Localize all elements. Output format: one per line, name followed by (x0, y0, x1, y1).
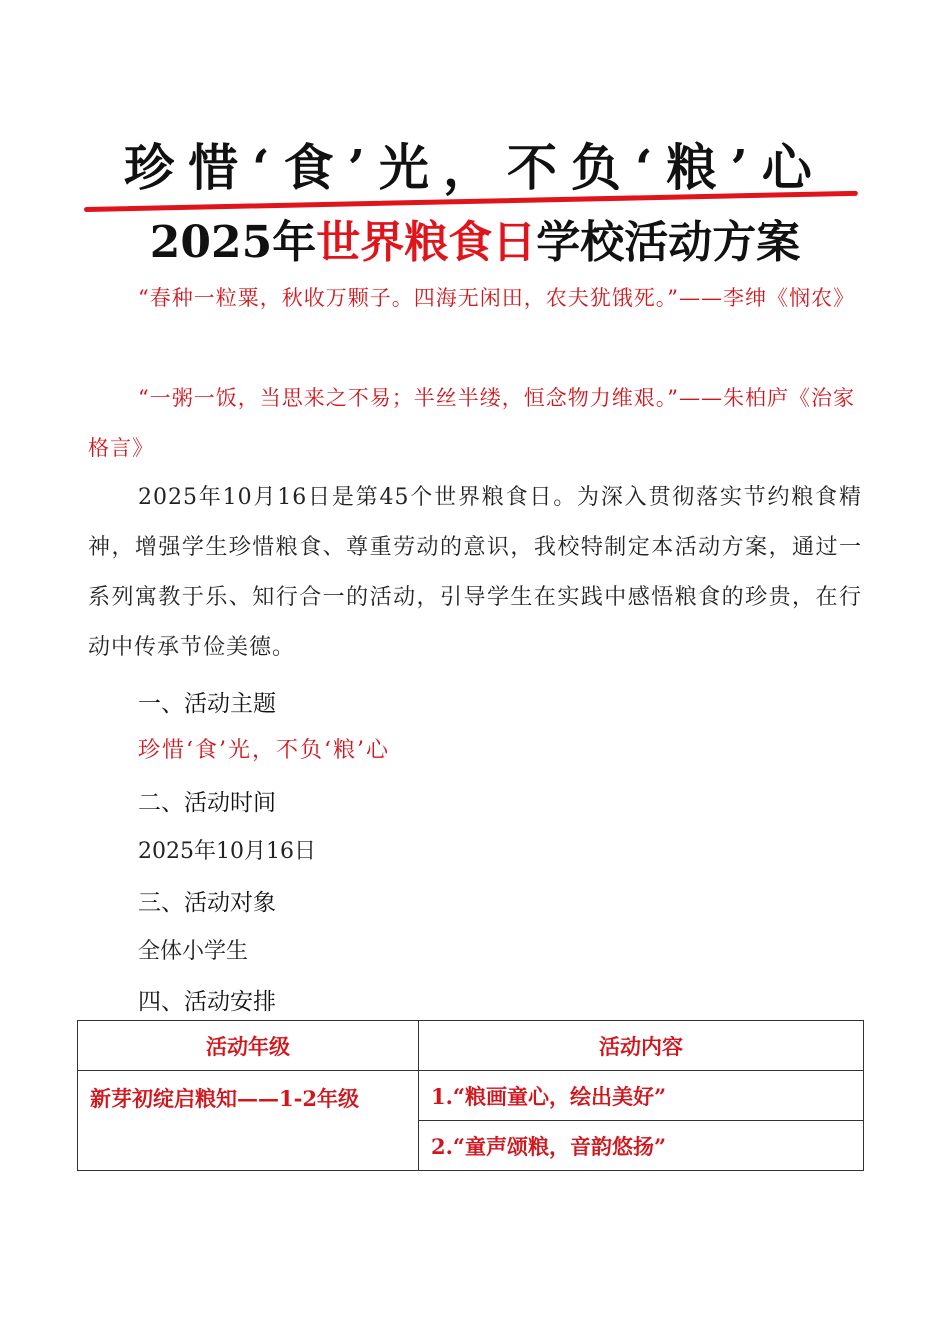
table-header-row (78, 1021, 864, 1071)
table-cell-item: 1.“粮画童心，绘出美好” (419, 1071, 864, 1121)
section-time-value: 2025年10月16日 (138, 839, 316, 864)
table-cell-item: 2.“童声颂粮，音韵悠扬” (419, 1121, 864, 1171)
title-year: 2025年 (149, 217, 317, 268)
quote-2: “一粥一饭，当思来之不易；半丝半缕，恒念物力维艰。”——朱柏庐《治家格言》 (88, 386, 855, 460)
intro-paragraph: 2025年10月16日是第45个世界粮食日。为深入贯彻落实节约粮食精神，增强学生珍惜粮食、尊重劳动的意识，我校特制定本活动方案，通过一系列寓教于乐、知行合一的活动，引导学生在实践中感悟粮食的珍贵，在行动中传承节俭美德。 (88, 485, 862, 660)
title-suffix: 学校活动方案 (536, 217, 801, 268)
section-theme-value: 珍惜‘食’光，不负‘粮’心 (138, 738, 390, 763)
table-row (78, 1071, 864, 1121)
section-theme-heading: 一、活动主题 (138, 691, 276, 717)
title-highlight: 世界粮食日 (316, 217, 537, 268)
document-title-line2 (0, 206, 950, 270)
section-arrangement-heading: 四、活动安排 (138, 989, 276, 1015)
section-target-heading: 三、活动对象 (138, 890, 276, 916)
table-header-content: 活动内容 (419, 1021, 864, 1071)
table-header-grade: 活动年级 (78, 1021, 419, 1071)
section-target-value: 全体小学生 (138, 939, 249, 964)
document-title-line1: 珍惜‘食’光，不负‘粮’心 (124, 138, 826, 197)
activity-table (77, 1020, 864, 1171)
quote-1: “春种一粒粟，秋收万颗子。四海无闲田，农夫犹饿死。”——李绅《悯农》 (138, 286, 855, 310)
table-cell-grade: 新芽初绽启粮知——1-2年级 (78, 1071, 419, 1171)
section-time-heading: 二、活动时间 (138, 790, 276, 816)
